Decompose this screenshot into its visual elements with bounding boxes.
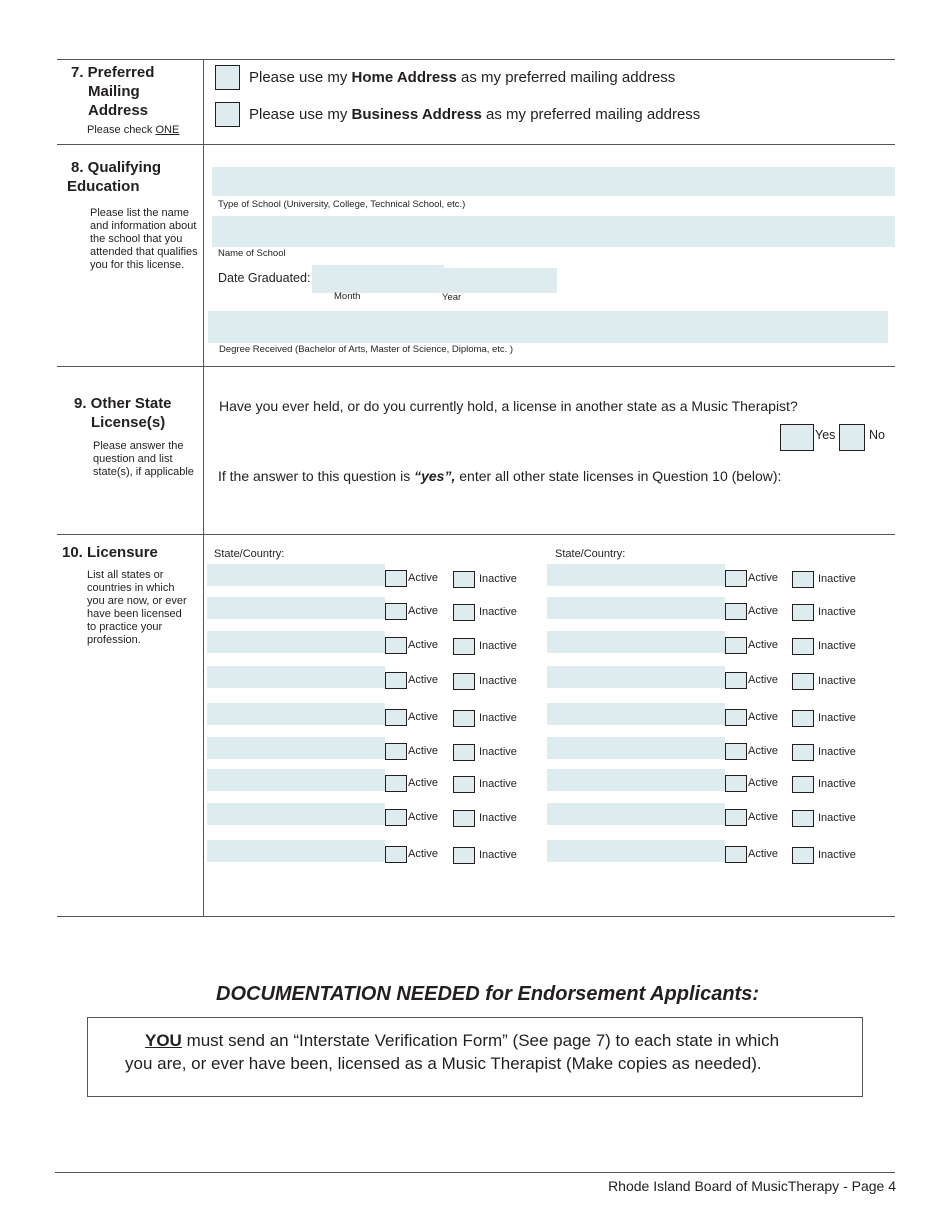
state-country-label-right: State/Country:	[555, 548, 626, 560]
inactive-label: Inactive	[818, 573, 856, 585]
active-checkbox-left-9[interactable]	[385, 846, 407, 863]
inactive-label: Inactive	[818, 675, 856, 687]
active-checkbox-right-9[interactable]	[725, 846, 747, 863]
footer-text: Rhode Island Board of MusicTherapy - Page 4	[608, 1178, 896, 1194]
active-label: Active	[408, 777, 438, 789]
inactive-label: Inactive	[479, 640, 517, 652]
inactive-label: Inactive	[479, 573, 517, 585]
date-graduated-label: Date Graduated:	[218, 271, 311, 285]
no-label: No	[869, 428, 885, 442]
rule-top	[57, 59, 895, 60]
state-country-input-right-8[interactable]	[547, 803, 725, 825]
state-country-input-left-8[interactable]	[207, 803, 385, 825]
inactive-label: Inactive	[479, 675, 517, 687]
home-address-checkbox[interactable]	[215, 65, 240, 90]
sec8-help: Please list the name and information about the school that you attended that qualifies you for this license.	[90, 207, 198, 271]
inactive-label: Inactive	[818, 640, 856, 652]
business-address-checkbox[interactable]	[215, 102, 240, 127]
month-label: Month	[334, 291, 361, 302]
state-country-input-right-9[interactable]	[547, 840, 725, 862]
active-label: Active	[408, 674, 438, 686]
documentation-line1: YOU must send an “Interstate Verification Form” (See page 7) to each state in which	[145, 1031, 780, 1050]
school-type-label: Type of School (University, College, Technical School, etc.)	[218, 199, 466, 210]
active-label: Active	[748, 811, 778, 823]
state-country-input-right-4[interactable]	[547, 666, 725, 688]
active-checkbox-right-2[interactable]	[725, 603, 747, 620]
inactive-label: Inactive	[479, 606, 517, 618]
school-name-label: Name of School	[218, 248, 286, 259]
active-label: Active	[748, 639, 778, 651]
year-label: Year	[442, 292, 462, 303]
state-country-label-left: State/Country:	[214, 548, 285, 560]
sec8-title: 8. Qualifying Education	[67, 159, 162, 195]
inactive-checkbox-right-4[interactable]	[792, 673, 814, 690]
inactive-label: Inactive	[818, 849, 856, 861]
state-country-input-left-1[interactable]	[207, 564, 385, 586]
active-checkbox-left-3[interactable]	[385, 637, 407, 654]
inactive-checkbox-right-6[interactable]	[792, 744, 814, 761]
other-license-question: Have you ever held, or do you currently hold, a license in another state as a Music Therapist?	[219, 398, 798, 414]
inactive-checkbox-right-1[interactable]	[792, 571, 814, 588]
rule-8-9	[57, 366, 895, 367]
state-country-input-left-7[interactable]	[207, 769, 385, 791]
inactive-checkbox-left-7[interactable]	[453, 776, 475, 793]
inactive-checkbox-right-7[interactable]	[792, 776, 814, 793]
state-country-input-right-2[interactable]	[547, 597, 725, 619]
sec10-help: List all states or countries in which you are now, or ever have been licensed to practice your profession.	[87, 569, 187, 646]
state-country-input-right-1[interactable]	[547, 564, 725, 586]
no-checkbox[interactable]	[839, 424, 865, 451]
active-label: Active	[748, 572, 778, 584]
inactive-checkbox-left-8[interactable]	[453, 810, 475, 827]
active-checkbox-right-1[interactable]	[725, 570, 747, 587]
footer-rule	[55, 1172, 895, 1173]
inactive-checkbox-left-2[interactable]	[453, 604, 475, 621]
active-label: Active	[748, 777, 778, 789]
active-label: Active	[408, 572, 438, 584]
sec10-title: 10. Licensure	[62, 544, 158, 561]
state-country-input-right-6[interactable]	[547, 737, 725, 759]
state-country-input-left-2[interactable]	[207, 597, 385, 619]
sec7-title: 7. Preferred Mailing Address	[71, 64, 155, 119]
active-checkbox-left-1[interactable]	[385, 570, 407, 587]
inactive-label: Inactive	[818, 746, 856, 758]
documentation-line2: you are, or ever have been, licensed as a Music Therapist (Make copies as needed).	[125, 1054, 762, 1073]
active-label: Active	[748, 711, 778, 723]
inactive-label: Inactive	[479, 778, 517, 790]
active-checkbox-left-4[interactable]	[385, 672, 407, 689]
rule-9-10	[57, 534, 895, 535]
active-label: Active	[748, 605, 778, 617]
column-divider	[203, 59, 204, 917]
state-country-input-left-6[interactable]	[207, 737, 385, 759]
home-address-label: Please use my Home Address as my preferred mailing address	[249, 69, 676, 86]
active-checkbox-right-6[interactable]	[725, 743, 747, 760]
degree-input[interactable]	[208, 311, 888, 343]
active-label: Active	[408, 745, 438, 757]
inactive-checkbox-left-6[interactable]	[453, 744, 475, 761]
active-checkbox-left-8[interactable]	[385, 809, 407, 826]
degree-label: Degree Received (Bachelor of Arts, Master of Science, Diploma, etc. )	[219, 344, 514, 355]
inactive-checkbox-left-5[interactable]	[453, 710, 475, 727]
graduation-year-input[interactable]	[444, 268, 557, 293]
inactive-checkbox-right-2[interactable]	[792, 604, 814, 621]
graduation-month-input[interactable]	[312, 265, 444, 293]
active-label: Active	[408, 811, 438, 823]
sec9-title: 9. Other State License(s)	[74, 395, 172, 431]
active-checkbox-right-7[interactable]	[725, 775, 747, 792]
active-checkbox-right-5[interactable]	[725, 709, 747, 726]
state-country-input-left-3[interactable]	[207, 631, 385, 653]
inactive-label: Inactive	[479, 812, 517, 824]
rule-bottom	[57, 916, 895, 917]
school-type-input[interactable]	[212, 167, 895, 196]
active-checkbox-right-8[interactable]	[725, 809, 747, 826]
inactive-label: Inactive	[479, 712, 517, 724]
state-country-input-right-5[interactable]	[547, 703, 725, 725]
inactive-checkbox-left-1[interactable]	[453, 571, 475, 588]
inactive-checkbox-right-3[interactable]	[792, 638, 814, 655]
inactive-label: Inactive	[818, 778, 856, 790]
active-label: Active	[748, 848, 778, 860]
active-label: Active	[408, 605, 438, 617]
inactive-label: Inactive	[818, 812, 856, 824]
active-checkbox-left-7[interactable]	[385, 775, 407, 792]
rule-7-8	[57, 144, 895, 145]
state-country-input-right-3[interactable]	[547, 631, 725, 653]
inactive-label: Inactive	[479, 746, 517, 758]
sec9-help: Please answer the question and list state(s), if applicable	[93, 440, 194, 478]
active-label: Active	[408, 639, 438, 651]
inactive-label: Inactive	[818, 606, 856, 618]
yes-checkbox[interactable]	[780, 424, 814, 451]
inactive-checkbox-right-8[interactable]	[792, 810, 814, 827]
documentation-heading: DOCUMENTATION NEEDED for Endorsement Applicants:	[216, 983, 759, 1005]
followup-instruction: If the answer to this question is “yes”, enter all other state licenses in Question 10 (below):	[218, 468, 782, 484]
yes-label: Yes	[815, 428, 836, 442]
business-address-label: Please use my Business Address as my preferred mailing address	[249, 106, 701, 123]
active-checkbox-right-4[interactable]	[725, 672, 747, 689]
state-country-input-left-5[interactable]	[207, 703, 385, 725]
inactive-label: Inactive	[818, 712, 856, 724]
inactive-checkbox-right-5[interactable]	[792, 710, 814, 727]
inactive-checkbox-right-9[interactable]	[792, 847, 814, 864]
active-label: Active	[408, 848, 438, 860]
active-checkbox-right-3[interactable]	[725, 637, 747, 654]
state-country-input-right-7[interactable]	[547, 769, 725, 791]
active-label: Active	[748, 745, 778, 757]
active-label: Active	[408, 711, 438, 723]
inactive-checkbox-left-3[interactable]	[453, 638, 475, 655]
active-checkbox-left-5[interactable]	[385, 709, 407, 726]
active-label: Active	[748, 674, 778, 686]
inactive-checkbox-left-9[interactable]	[453, 847, 475, 864]
active-checkbox-left-2[interactable]	[385, 603, 407, 620]
active-checkbox-left-6[interactable]	[385, 743, 407, 760]
inactive-checkbox-left-4[interactable]	[453, 673, 475, 690]
school-name-input[interactable]	[212, 216, 895, 247]
inactive-label: Inactive	[479, 849, 517, 861]
state-country-input-left-4[interactable]	[207, 666, 385, 688]
sec7-help: Please check ONE	[87, 124, 180, 136]
state-country-input-left-9[interactable]	[207, 840, 385, 862]
